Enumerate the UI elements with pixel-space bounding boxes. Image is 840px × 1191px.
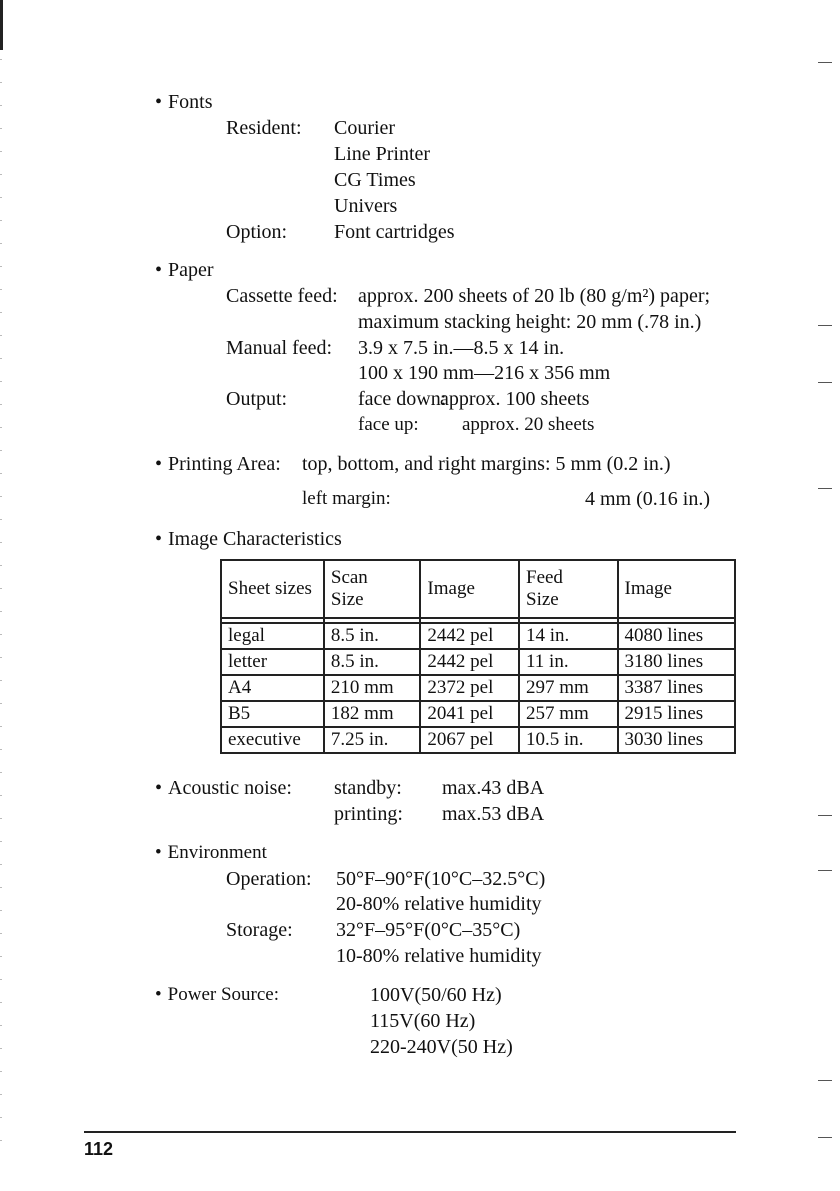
power-value: 220-240V(50 Hz): [370, 1036, 513, 1058]
scan-margin-mark: [818, 870, 832, 871]
power-value: 115V(60 Hz): [370, 1010, 476, 1032]
cell-image: 2372 pel: [420, 675, 519, 701]
paper-cassette-line1: approx. 200 sheets of 20 lb (80 g/m²) paper;: [358, 285, 711, 307]
paper-cassette-line2: maximum stacking height: 20 mm (.78 in.): [358, 311, 702, 333]
cell-sheet: executive: [221, 727, 324, 753]
scan-margin-mark: [818, 62, 832, 63]
image-characteristics-table: [220, 559, 736, 754]
fonts-option-label: Option:: [226, 221, 288, 243]
table-row: [221, 727, 735, 753]
fonts-resident-label: Resident:: [226, 117, 302, 139]
paper-face-up-label: face up:: [358, 414, 419, 435]
paper-face-down-value: approx. 100 sheets: [440, 388, 590, 410]
paper-manual-line2: 100 x 190 mm—216 x 356 mm: [358, 362, 611, 384]
font-item: Univers: [334, 195, 398, 217]
environment-storage-line1: 32°F–95°F(0°C–35°C): [336, 919, 521, 941]
scan-margin-mark: [818, 815, 832, 816]
environment-storage-label: Storage:: [226, 919, 293, 941]
scan-margin-mark: [818, 1137, 832, 1138]
environment-operation-line1: 50°F–90°F(10°C–32.5°C): [336, 868, 546, 890]
table-header-row: [221, 560, 735, 618]
table-row: [221, 675, 735, 701]
table-row: [221, 623, 735, 649]
paper-manual-label: Manual feed:: [226, 337, 333, 359]
fonts-option-value: Font cartridges: [334, 221, 455, 243]
acoustic-heading: • Acoustic noise:: [155, 776, 292, 800]
acoustic-standby-label: standby:: [334, 777, 402, 799]
printing-area-margins: top, bottom, and right margins: 5 mm (0.2 in.): [302, 453, 671, 475]
header-image: Image: [420, 560, 519, 618]
acoustic-standby-value: max.43 dBA: [442, 777, 545, 799]
cell-lines: 3387 lines: [618, 675, 735, 701]
environment-storage-line2: 10-80% relative humidity: [336, 945, 542, 967]
font-item: Line Printer: [334, 143, 431, 165]
scan-margin-mark: [818, 488, 832, 489]
paper-manual-line1: 3.9 x 7.5 in.—8.5 x 14 in.: [358, 337, 565, 359]
paper-cassette-label: Cassette feed:: [226, 285, 338, 307]
cell-feed: 11 in.: [519, 649, 618, 675]
cell-image: 2442 pel: [420, 623, 519, 649]
cell-lines: 3180 lines: [618, 649, 735, 675]
paper-face-down-label: face down:: [358, 388, 447, 410]
paper-heading: • Paper: [155, 258, 214, 282]
cell-scan: 210 mm: [324, 675, 421, 701]
scan-edge-speckle: [0, 50, 2, 1150]
scan-margin-mark: [818, 1080, 832, 1081]
cell-image: 2442 pel: [420, 649, 519, 675]
header-sheet-sizes: Sheet sizes: [221, 560, 324, 618]
cell-lines: 3030 lines: [618, 727, 735, 753]
cell-sheet: B5: [221, 701, 324, 727]
paper-face-up-value: approx. 20 sheets: [462, 414, 595, 435]
printing-area-left-label: left margin:: [302, 488, 391, 509]
scan-margin-mark: [818, 325, 832, 326]
cell-feed: 14 in.: [519, 623, 618, 649]
cell-feed: 257 mm: [519, 701, 618, 727]
power-heading: • Power Source:: [155, 983, 279, 1007]
font-item: CG Times: [334, 169, 416, 191]
acoustic-printing-value: max.53 dBA: [442, 803, 545, 825]
header-scan-size: Scan Size: [324, 560, 421, 618]
printing-area-heading: • Printing Area:: [155, 452, 281, 476]
font-item: Courier: [334, 117, 396, 139]
environment-operation-line2: 20-80% relative humidity: [336, 893, 542, 915]
printing-area-left-value: 4 mm (0.16 in.): [585, 488, 710, 510]
fonts-heading: • Fonts: [155, 90, 212, 114]
cell-image: 2067 pel: [420, 727, 519, 753]
footer-rule: [84, 1131, 736, 1133]
table-row: [221, 649, 735, 675]
cell-lines: 2915 lines: [618, 701, 735, 727]
table-row: [221, 701, 735, 727]
cell-sheet: letter: [221, 649, 324, 675]
environment-operation-label: Operation:: [226, 868, 312, 890]
cell-feed: 297 mm: [519, 675, 618, 701]
cell-lines: 4080 lines: [618, 623, 735, 649]
header-image-lines: Image: [618, 560, 735, 618]
power-value: 100V(50/60 Hz): [370, 984, 502, 1006]
page-number: 112: [84, 1139, 114, 1159]
cell-scan: 182 mm: [324, 701, 421, 727]
environment-heading: • Environment: [155, 841, 267, 865]
cell-image: 2041 pel: [420, 701, 519, 727]
header-feed-size: Feed Size: [519, 560, 618, 618]
cell-sheet: A4: [221, 675, 324, 701]
image-heading: • Image Characteristics: [155, 527, 342, 551]
cell-sheet: legal: [221, 623, 324, 649]
paper-output-label: Output:: [226, 388, 288, 410]
cell-scan: 8.5 in.: [324, 623, 421, 649]
acoustic-printing-label: printing:: [334, 803, 403, 825]
cell-scan: 7.25 in.: [324, 727, 421, 753]
cell-feed: 10.5 in.: [519, 727, 618, 753]
cell-scan: 8.5 in.: [324, 649, 421, 675]
scan-margin-mark: [818, 382, 832, 383]
scan-edge-mark: [0, 0, 3, 50]
